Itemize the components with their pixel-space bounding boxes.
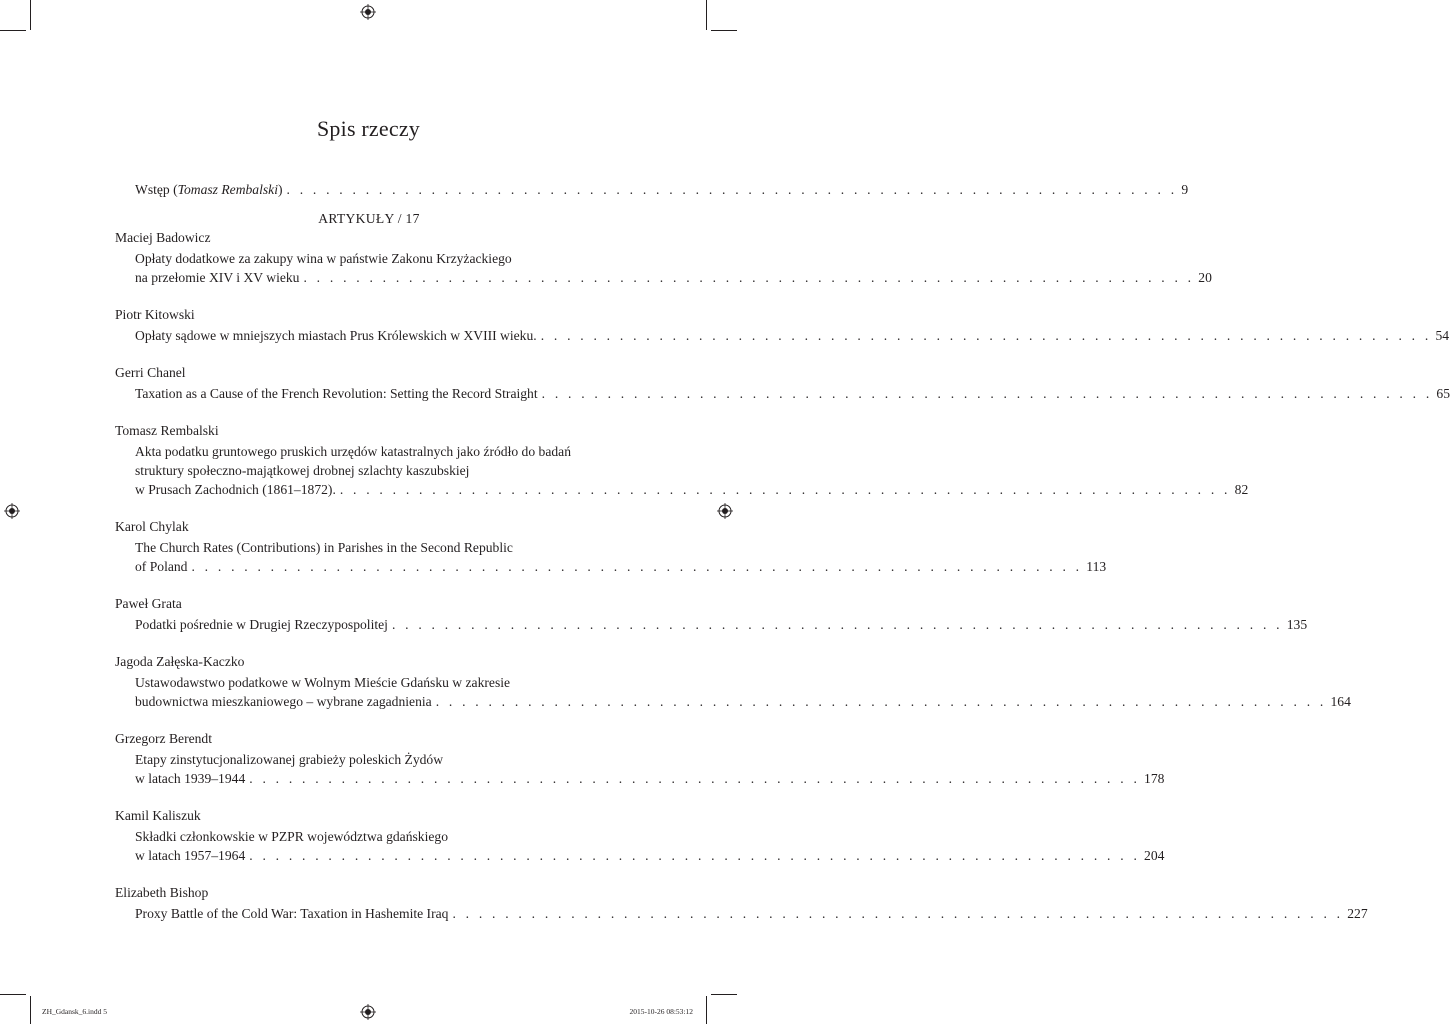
page-title: Spis rzeczy [317, 116, 420, 141]
page-number: 164 [1330, 694, 1351, 709]
entry-author: Jagoda Załęska-Kaczko [115, 654, 245, 669]
toc-entry [115, 517, 1107, 576]
entry-title-final-line [115, 615, 1308, 634]
toc-entries [115, 228, 1450, 923]
entry-title-text: w latach 1957–1964 [135, 848, 246, 863]
entry-title-final-line [115, 904, 1368, 923]
toc-entry [115, 729, 1165, 788]
slug-file-info: ZH_Gdansk_6.indd 5 [42, 1007, 107, 1016]
toc-intro-title [135, 180, 283, 199]
entry-title-final-line [115, 846, 1165, 865]
crop-mark [706, 996, 707, 1024]
entry-title-text: Opłaty sądowe w mniejszych miastach Prus Królewskich w XVIII wieku. [135, 328, 537, 343]
entry-title-text: of Poland [135, 559, 188, 574]
entry-author: Karol Chylak [115, 519, 189, 534]
dot-leader: . . . . . . . . . . . . . . . . . . . . . . . . . . . . . . . . . . . . . . . . . . . . . . . . . . . . . . . . . . . . . . . . . . . . [540, 328, 1432, 343]
page-number: 82 [1234, 482, 1249, 497]
page-number: 54 [1435, 328, 1450, 343]
entry-title-final-line [115, 326, 1450, 345]
toc-entry [115, 305, 1450, 345]
entry-title-text: w Prusach Zachodnich (1861–1872). [135, 482, 336, 497]
entry-title-line: Akta podatku gruntowego pruskich urzędów katastralnych jako źródło do badań [135, 444, 572, 459]
dot-leader: . . . . . . . . . . . . . . . . . . . . . . . . . . . . . . . . . . . . . . . . . . . . . . . . . . . . . . . . . . . . . . . . . . . . [286, 182, 1178, 197]
crop-mark [0, 994, 26, 995]
entry-title-final-line [115, 769, 1165, 788]
intro-author: Tomasz Rembalski [177, 182, 278, 197]
entry-title-text: Taxation as a Cause of the French Revolution: Setting the Record Straight [135, 386, 538, 401]
entry-author: Kamil Kaliszuk [115, 808, 201, 823]
dot-leader: . . . . . . . . . . . . . . . . . . . . . . . . . . . . . . . . . . . . . . . . . . . . . . . . . . . . . . . . . . . . . . . . . . . . [391, 617, 1283, 632]
entry-title-line: struktury społeczno-majątkowej drobnej szlachty kaszubskiej [135, 463, 470, 478]
registration-mark-icon [4, 503, 20, 519]
entry-author: Tomasz Rembalski [115, 423, 219, 438]
dot-leader: . . . . . . . . . . . . . . . . . . . . . . . . . . . . . . . . . . . . . . . . . . . . . . . . . . . . . . . . . . . . . . . . . . . . [435, 694, 1327, 709]
registration-mark-icon [360, 1004, 376, 1020]
entry-title-line: The Church Rates (Contributions) in Parishes in the Second Republic [135, 540, 513, 555]
entry-title-line: Opłaty dodatkowe za zakupy wina w państwie Zakonu Krzyżackiego [135, 251, 512, 266]
dot-leader: . . . . . . . . . . . . . . . . . . . . . . . . . . . . . . . . . . . . . . . . . . . . . . . . . . . . . . . . . . . . . . . . . . . . [541, 386, 1433, 401]
toc-entry [115, 228, 1212, 287]
entry-author: Elizabeth Bishop [115, 885, 209, 900]
slug-timestamp: 2015-10-26 08:53:12 [629, 1007, 693, 1016]
dot-leader: . . . . . . . . . . . . . . . . . . . . . . . . . . . . . . . . . . . . . . . . . . . . . . . . . . . . . . . . . . . . . . . . . . . . [191, 559, 1083, 574]
entry-title-final-line [115, 557, 1107, 576]
page-number: 204 [1144, 848, 1165, 863]
page-number: 113 [1086, 559, 1107, 574]
crop-mark [0, 30, 26, 31]
crop-mark [711, 30, 737, 31]
registration-mark-icon [717, 503, 733, 519]
dot-leader: . . . . . . . . . . . . . . . . . . . . . . . . . . . . . . . . . . . . . . . . . . . . . . . . . . . . . . . . . . . . . . . . . . . . [303, 270, 1195, 285]
page-number: 227 [1347, 906, 1368, 921]
entry-author: Maciej Badowicz [115, 230, 211, 245]
entry-title-text: na przełomie XIV i XV wieku [135, 270, 300, 285]
entry-title-line: Składki członkowskie w PZPR województwa gdańskiego [135, 829, 448, 844]
toc-entry [115, 883, 1368, 923]
intro-label: Wstęp ( [135, 182, 178, 197]
dot-leader: . . . . . . . . . . . . . . . . . . . . . . . . . . . . . . . . . . . . . . . . . . . . . . . . . . . . . . . . . . . . . . . . . . . . [339, 482, 1231, 497]
page-number: 135 [1286, 617, 1308, 632]
entry-title-final-line [115, 480, 1249, 499]
entry-author: Grzegorz Berendt [115, 731, 212, 746]
dot-leader: . . . . . . . . . . . . . . . . . . . . . . . . . . . . . . . . . . . . . . . . . . . . . . . . . . . . . . . . . . . . . . . . . . . . [249, 848, 1141, 863]
entry-title-final-line [115, 692, 1351, 711]
section-heading: ARTYKUŁY / 17 [318, 211, 420, 226]
dot-leader: . . . . . . . . . . . . . . . . . . . . . . . . . . . . . . . . . . . . . . . . . . . . . . . . . . . . . . . . . . . . . . . . . . . . [249, 771, 1141, 786]
entry-author: Gerri Chanel [115, 365, 186, 380]
toc-entry [115, 363, 1450, 403]
page-number: 20 [1198, 270, 1212, 285]
crop-mark [30, 996, 31, 1024]
registration-mark-icon [360, 4, 376, 20]
entry-title-text: w latach 1939–1944 [135, 771, 246, 786]
entry-author: Paweł Grata [115, 596, 182, 611]
entry-title-text: budownictwa mieszkaniowego – wybrane zagadnienia [135, 694, 432, 709]
toc-entry [115, 806, 1165, 865]
crop-mark [706, 0, 707, 30]
table-of-contents [115, 180, 1450, 923]
crop-mark [711, 994, 737, 995]
crop-mark [30, 0, 31, 30]
toc-entry [115, 652, 1351, 711]
toc-entry [115, 421, 1249, 499]
page-number: 178 [1144, 771, 1165, 786]
entry-title-line: Ustawodawstwo podatkowe w Wolnym Mieście Gdańsku w zakresie [135, 675, 511, 690]
page-number: 65 [1436, 386, 1450, 401]
entry-title-text: Proxy Battle of the Cold War: Taxation in Hashemite Iraq [135, 906, 449, 921]
dot-leader: . . . . . . . . . . . . . . . . . . . . . . . . . . . . . . . . . . . . . . . . . . . . . . . . . . . . . . . . . . . . . . . . . . . . [452, 906, 1344, 921]
entry-author: Piotr Kitowski [115, 307, 195, 322]
toc-entry [115, 594, 1308, 634]
entry-title-final-line [115, 268, 1212, 287]
entry-title-final-line [115, 384, 1450, 403]
page-number: 9 [1181, 182, 1189, 197]
entry-title-line: Etapy zinstytucjonalizowanej grabieży poleskich Żydów [135, 752, 444, 767]
intro-close: ) [277, 182, 283, 197]
toc-intro-entry [115, 180, 1189, 199]
entry-title-text: Podatki pośrednie w Drugiej Rzeczypospolitej [135, 617, 388, 632]
